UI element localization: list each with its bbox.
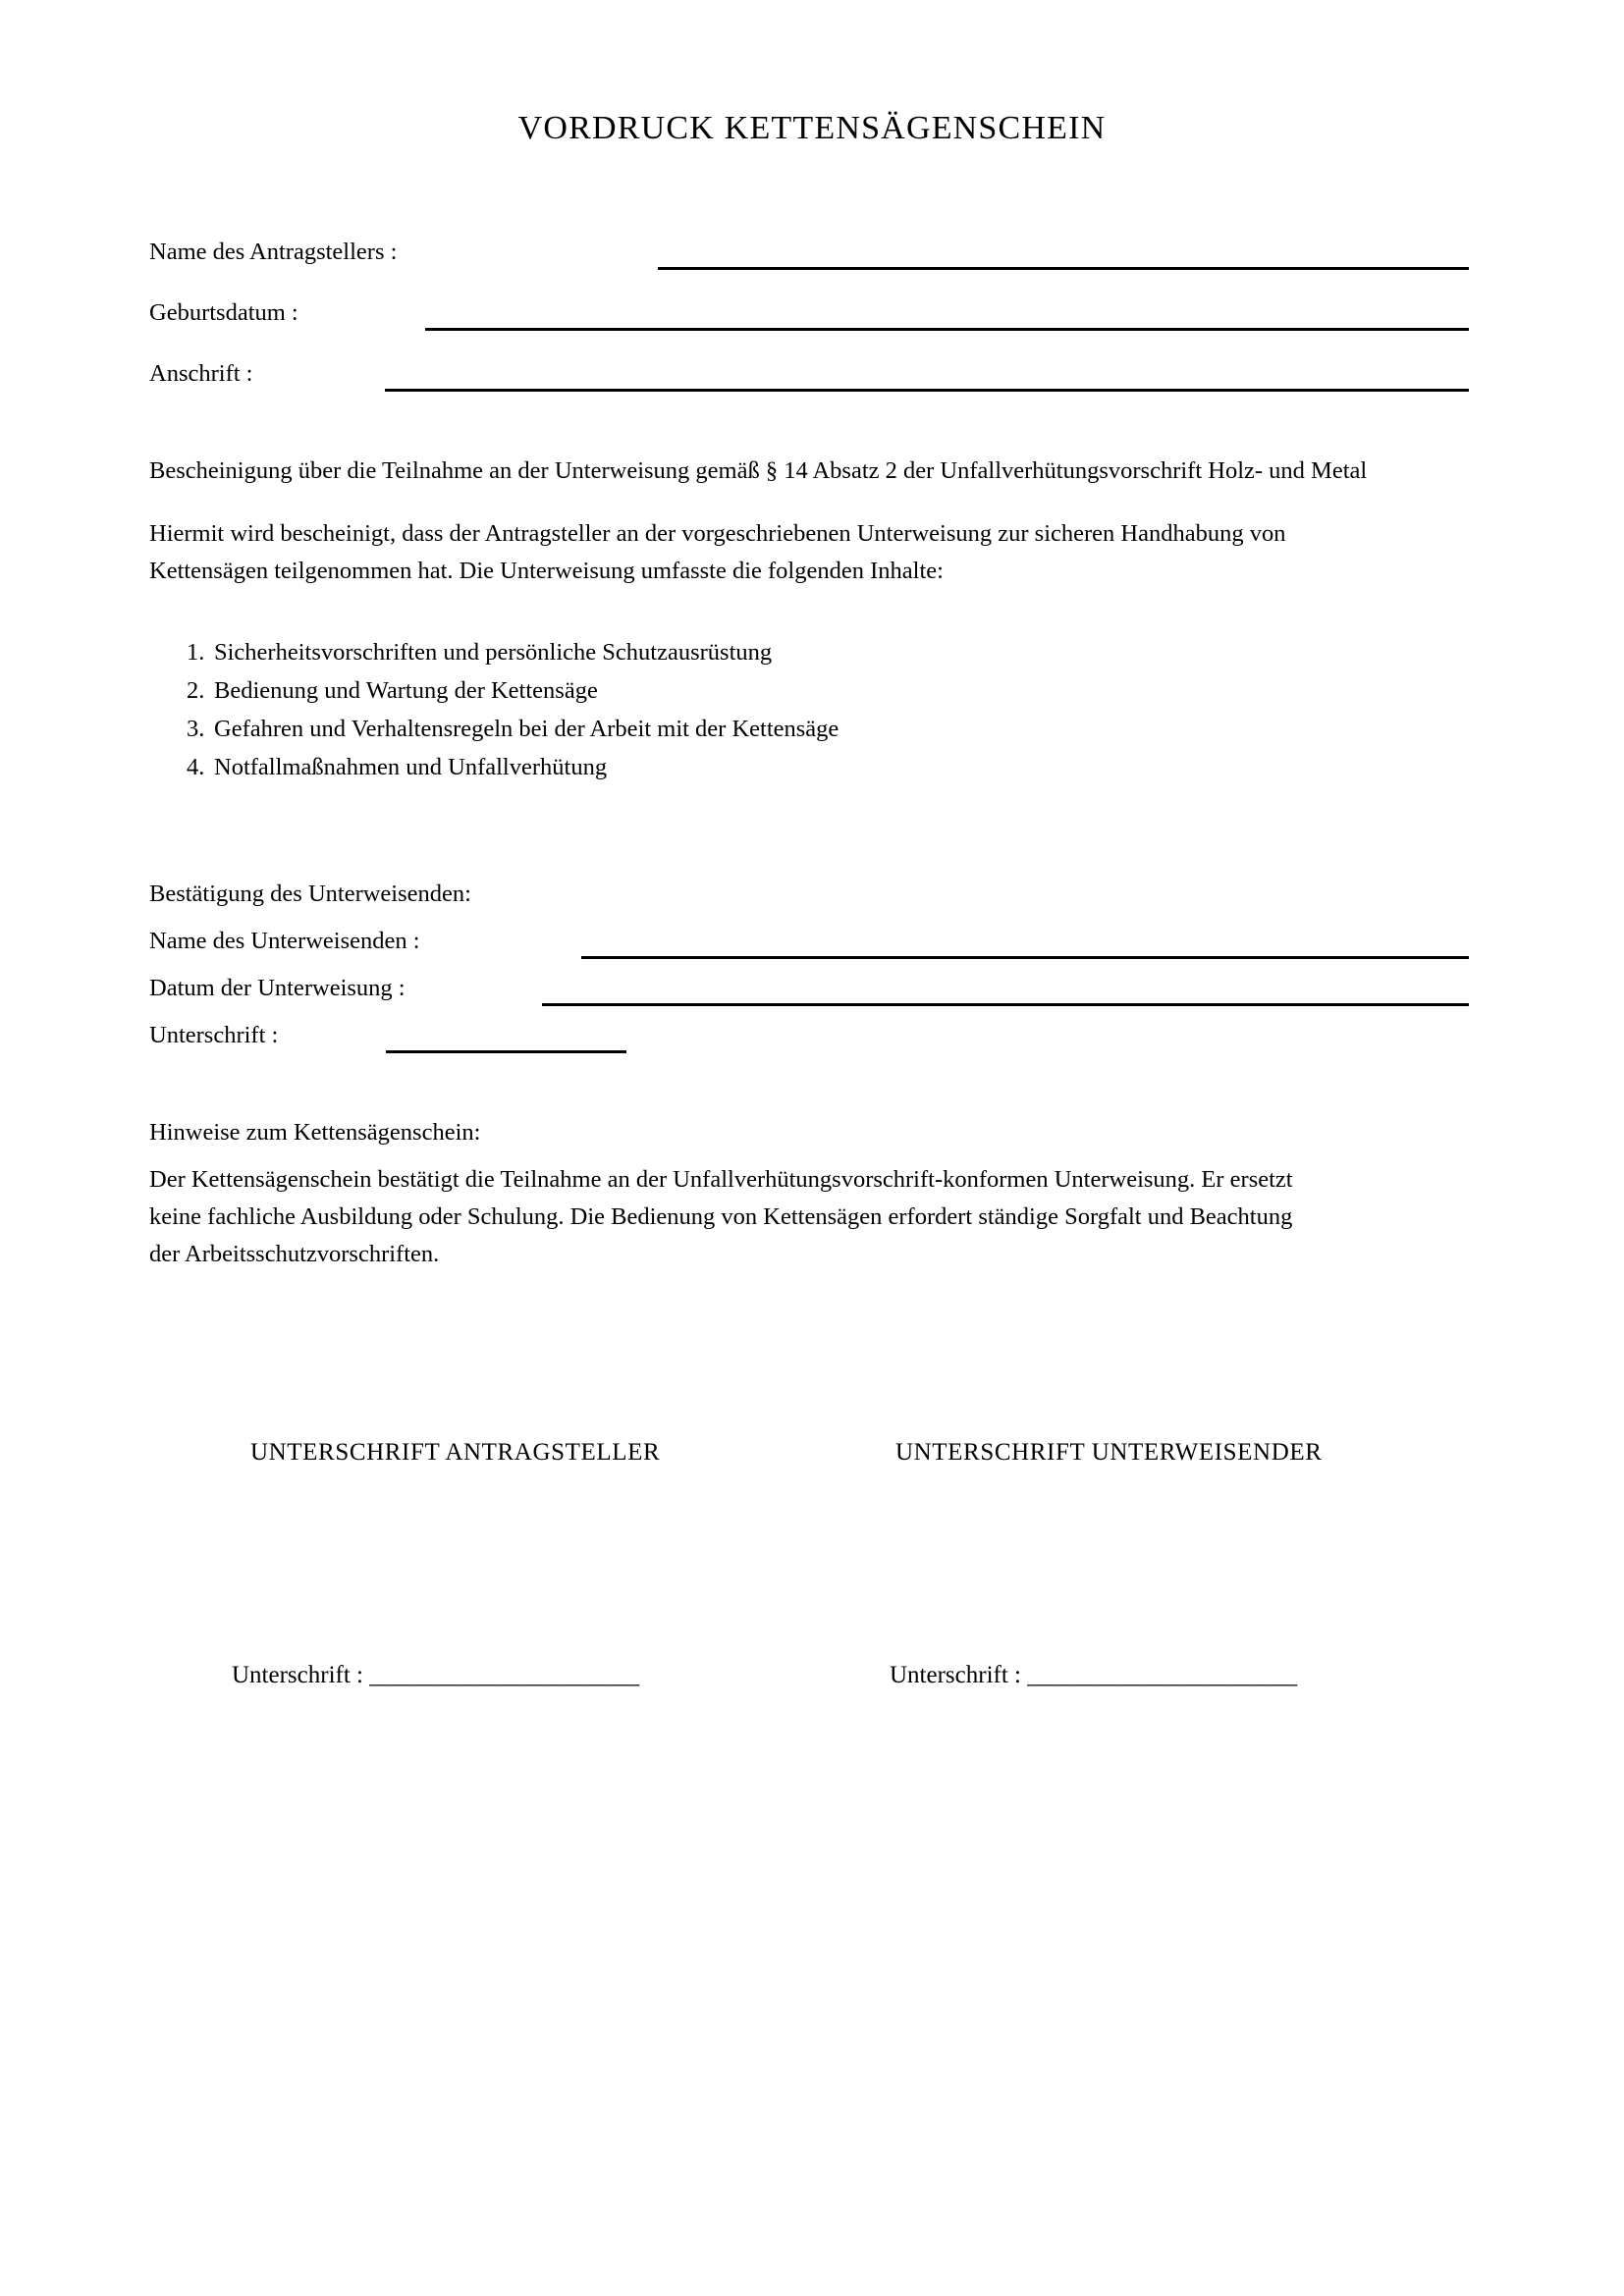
rule-birthdate[interactable] bbox=[425, 328, 1469, 331]
notes-body-line-3: der Arbeitsschutzvorschriften. bbox=[149, 1241, 440, 1267]
list-item-label: Sicherheitsvorschriften und persönliche Schutzausrüstung bbox=[214, 639, 773, 666]
rule-instructor-name[interactable] bbox=[581, 956, 1469, 959]
notes-body-line-1: Der Kettensägenschein bestätigt die Teilnahme an der Unfallverhütungsvorschrift-konformen Unterweisung. Er ersetzt bbox=[149, 1166, 1293, 1193]
signature-heading-instructor: UNTERSCHRIFT UNTERWEISENDER bbox=[895, 1439, 1323, 1466]
label-applicant-name: Name des Antragstellers : bbox=[149, 239, 398, 265]
list-item-number: 3. bbox=[187, 716, 205, 742]
rule-instruction-date[interactable] bbox=[542, 1003, 1469, 1006]
list-item bbox=[187, 748, 839, 786]
certification-body-line-2: Kettensägen teilgenommen hat. Die Unterweisung umfasste die folgenden Inhalte: bbox=[149, 558, 944, 584]
signature-heading-applicant: UNTERSCHRIFT ANTRAGSTELLER bbox=[250, 1439, 661, 1466]
label-birthdate: Geburtsdatum : bbox=[149, 299, 298, 326]
label-address: Anschrift : bbox=[149, 360, 253, 387]
list-item bbox=[187, 633, 839, 671]
signature-line-instructor[interactable]: Unterschrift : ______________________ bbox=[890, 1662, 1298, 1688]
rule-applicant-name[interactable] bbox=[658, 267, 1469, 270]
page-title: VORDRUCK KETTENSÄGENSCHEIN bbox=[517, 110, 1107, 146]
rule-address[interactable] bbox=[385, 389, 1469, 392]
notes-heading-text: Hinweise zum Kettensägenschein: bbox=[149, 1119, 481, 1146]
label-instructor-signature: Unterschrift : bbox=[149, 1022, 279, 1048]
contents-list bbox=[187, 633, 839, 786]
label-instructor-heading: Bestätigung des Unterweisenden: bbox=[149, 881, 471, 907]
signature-line-applicant[interactable]: Unterschrift : ______________________ bbox=[232, 1662, 640, 1688]
list-item-label: Notfallmaßnahmen und Unfallverhütung bbox=[214, 754, 608, 780]
list-item-number: 4. bbox=[187, 754, 205, 780]
certification-body-line-1: Hiermit wird bescheinigt, dass der Antragsteller an der vorgeschriebenen Unterweisung zur sicheren Handhabung von bbox=[149, 520, 1286, 547]
list-item-number: 2. bbox=[187, 677, 205, 704]
list-item-label: Gefahren und Verhaltensregeln bei der Arbeit mit der Kettensäge bbox=[214, 716, 839, 742]
rule-instructor-signature[interactable] bbox=[386, 1050, 626, 1053]
notes-body bbox=[149, 1161, 1293, 1273]
certification-heading bbox=[149, 453, 1624, 490]
list-item-number: 1. bbox=[187, 639, 205, 666]
label-instructor-name: Name des Unterweisenden : bbox=[149, 928, 420, 954]
notes-body-line-2: keine fachliche Ausbildung oder Schulung. Die Bedienung von Kettensägen erfordert ständige Sorgfalt und Beachtung bbox=[149, 1203, 1293, 1230]
list-item-label: Bedienung und Wartung der Kettensäge bbox=[214, 677, 598, 704]
label-instruction-date: Datum der Unterweisung : bbox=[149, 975, 406, 1001]
list-item bbox=[187, 671, 839, 710]
list-item bbox=[187, 710, 839, 748]
notes-heading bbox=[149, 1114, 480, 1151]
certification-heading-line: Bescheinigung über die Teilnahme an der Unterweisung gemäß § 14 Absatz 2 der Unfallverhütungsvorschrift Holz- und Metal bbox=[149, 457, 1368, 484]
certification-body bbox=[149, 515, 1286, 590]
